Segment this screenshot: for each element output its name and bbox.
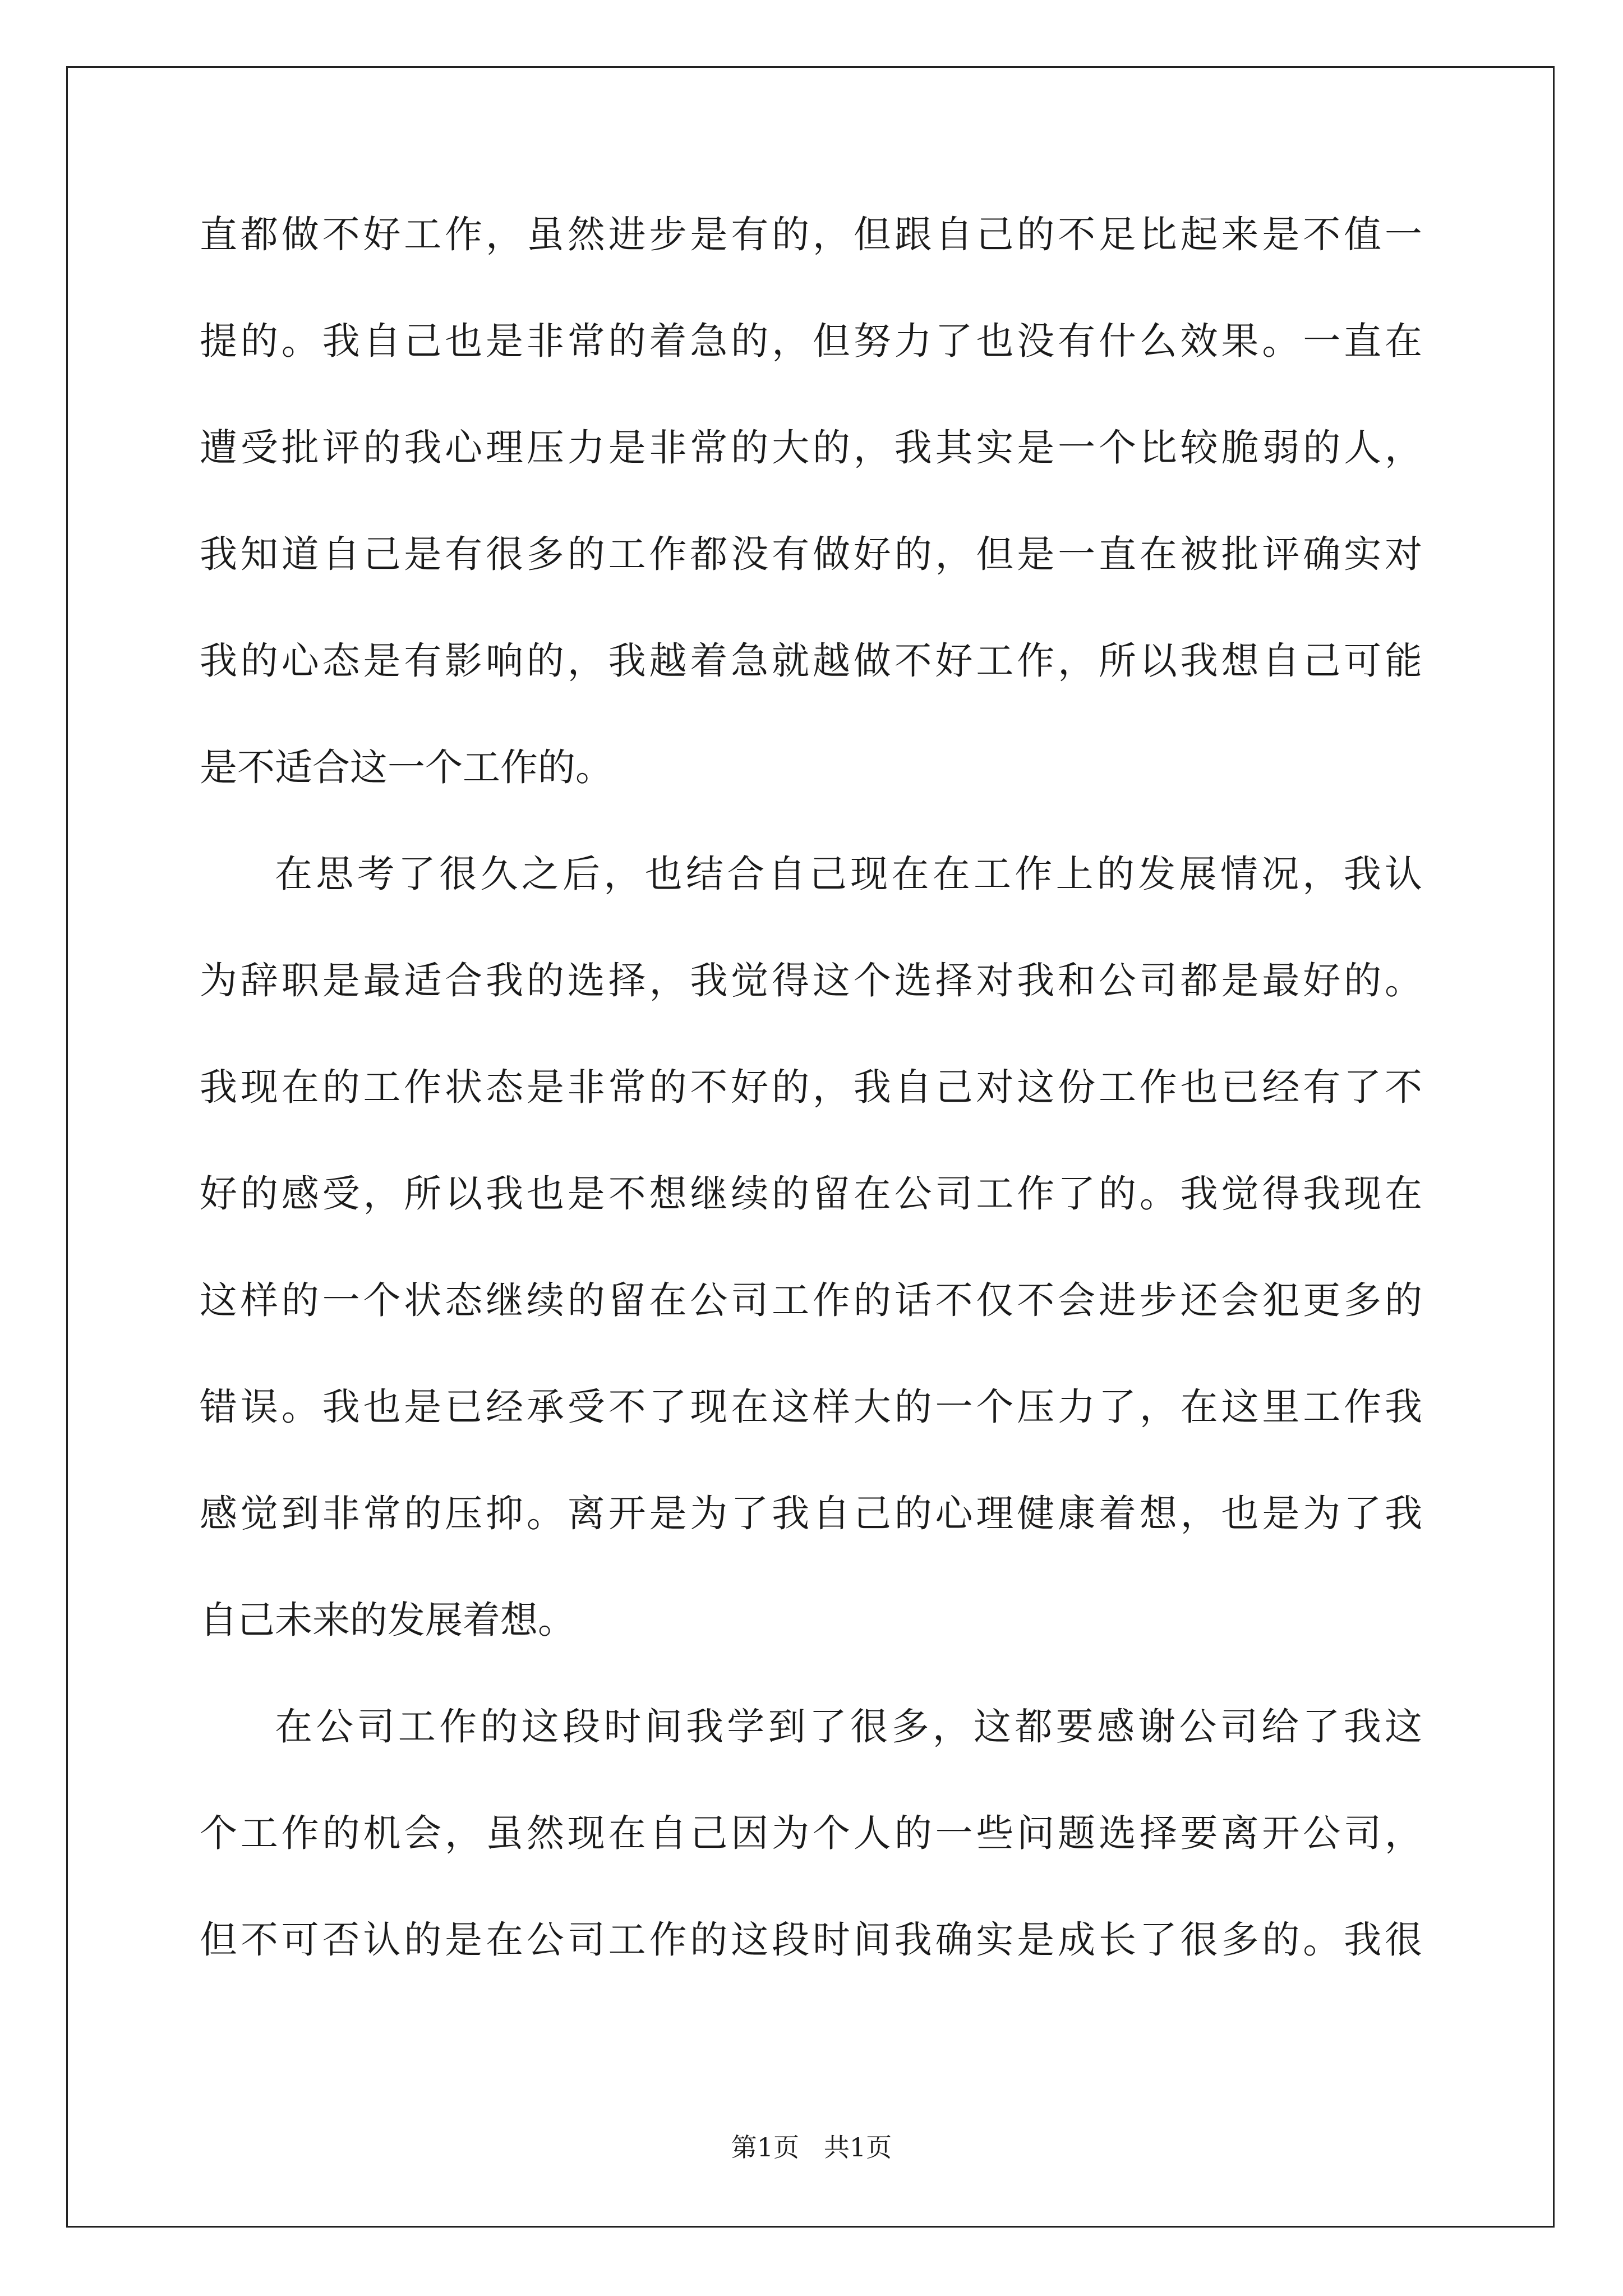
text-line: 是不适合这一个工作的。 bbox=[200, 746, 613, 789]
page-footer: 第1页 共1页 bbox=[731, 2132, 892, 2162]
text-line: 直都做不好工作，虽然进步是有的，但跟自己的不足比起来是不值一 bbox=[200, 213, 1422, 256]
text-line: 自己未来的发展着想。 bbox=[200, 1598, 575, 1642]
text-line: 遭受批评的我心理压力是非常的大的，我其实是一个比较脆弱的人， bbox=[200, 426, 1422, 470]
text-line: 为辞职是最适合我的选择，我觉得这个选择对我和公司都是最好的。 bbox=[200, 959, 1422, 1002]
text-line: 我现在的工作状态是非常的不好的，我自己对这份工作也已经有了不 bbox=[200, 1065, 1422, 1109]
text-line: 错误。我也是已经承受不了现在这样大的一个压力了，在这里工作我 bbox=[200, 1385, 1422, 1429]
text-line: 个工作的机会，虽然现在自己因为个人的一些问题选择要离开公司， bbox=[200, 1811, 1422, 1855]
text-line: 但不可否认的是在公司工作的这段时间我确实是成长了很多的。我很 bbox=[200, 1918, 1422, 1962]
paragraph-start-line: 在公司工作的这段时间我学到了很多，这都要感谢公司给了我这 bbox=[275, 1705, 1422, 1749]
text-line: 提的。我自己也是非常的着急的，但努力了也没有什么效果。一直在 bbox=[200, 319, 1422, 363]
document-body bbox=[200, 213, 1422, 2028]
text-line: 感觉到非常的压抑。离开是为了我自己的心理健康着想，也是为了我 bbox=[200, 1492, 1422, 1535]
text-line: 我的心态是有影响的，我越着急就越做不好工作，所以我想自己可能 bbox=[200, 639, 1422, 683]
text-line: 好的感受，所以我也是不想继续的留在公司工作了的。我觉得我现在 bbox=[200, 1172, 1422, 1216]
text-line: 我知道自己是有很多的工作都没有做好的，但是一直在被批评确实对 bbox=[200, 532, 1422, 576]
paragraph-start-line: 在思考了很久之后，也结合自己现在在工作上的发展情况，我认 bbox=[275, 852, 1422, 896]
text-line: 这样的一个状态继续的留在公司工作的话不仅不会进步还会犯更多的 bbox=[200, 1278, 1422, 1322]
